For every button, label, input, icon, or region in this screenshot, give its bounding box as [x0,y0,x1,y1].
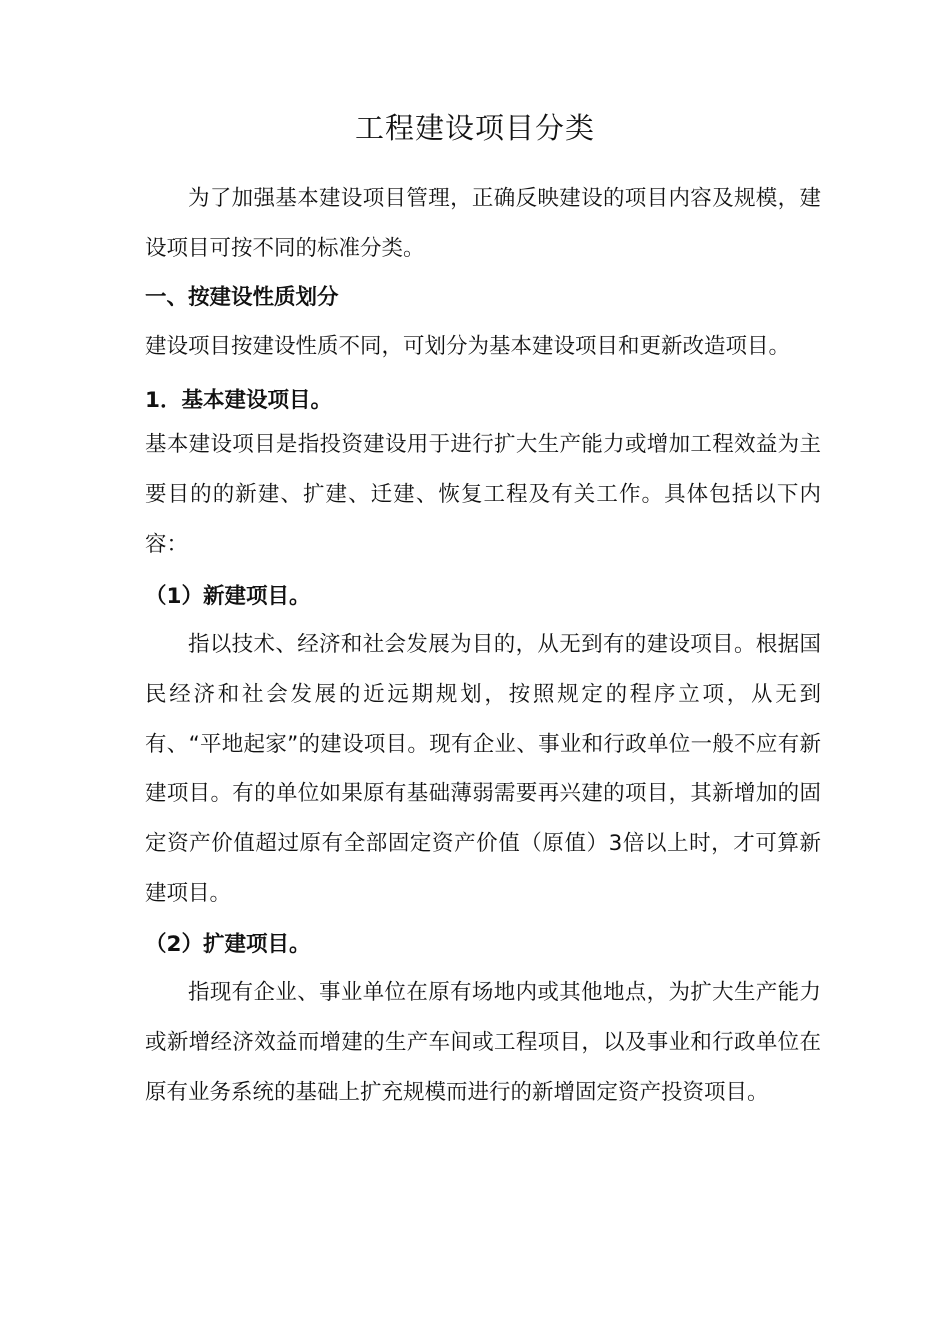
document-title: 工程建设项目分类 [354,111,595,145]
intro-paragraph: 为了加强基本建设项目管理，正确反映建设的项目内容及规模，建设项目可按不同的标准分类。 [145,186,821,261]
section-paragraph-construction-nature: 建设项目按建设性质不同，可划分为基本建设项目和更新改造项目。 [145,334,791,359]
item-paragraph-expansion: 指现有企业、事业单位在原有场地内或其他地点，为扩大生产能力或新增经济效益而增建的生产车间或工程项目，以及事业和行政单位在原有业务系统的基础上扩充规模而进行的新增固定资产投资项目。 [145,980,821,1105]
item-heading-new-construction: （1）新建项目。 [145,584,311,609]
subsection-paragraph-basic-construction: 基本建设项目是指投资建设用于进行扩大生产能力或增加工程效益为主要目的的新建、扩建、迁建、恢复工程及有关工作。具体包括以下内容： [145,432,821,557]
item-paragraph-new-construction: 指以技术、经济和社会发展为目的，从无到有的建设项目。根据国民经济和社会发展的近远期规划，按照规定的程序立项，从无到有、“平地起家”的建设项目。现有企业、事业和行政单位一般不应有新建项目。有的单位如果原有基础薄弱需要再兴建的项目，其新增加的固定资产价值超过原有全部固定资产价值（原值）3倍以上时，才可算新建项目。 [145,632,821,906]
item-heading-expansion: （2）扩建项目。 [145,932,311,957]
subsection-heading-basic-construction: 1．基本建设项目。 [145,388,332,413]
section-heading-construction-nature: 一、按建设性质划分 [145,285,339,310]
